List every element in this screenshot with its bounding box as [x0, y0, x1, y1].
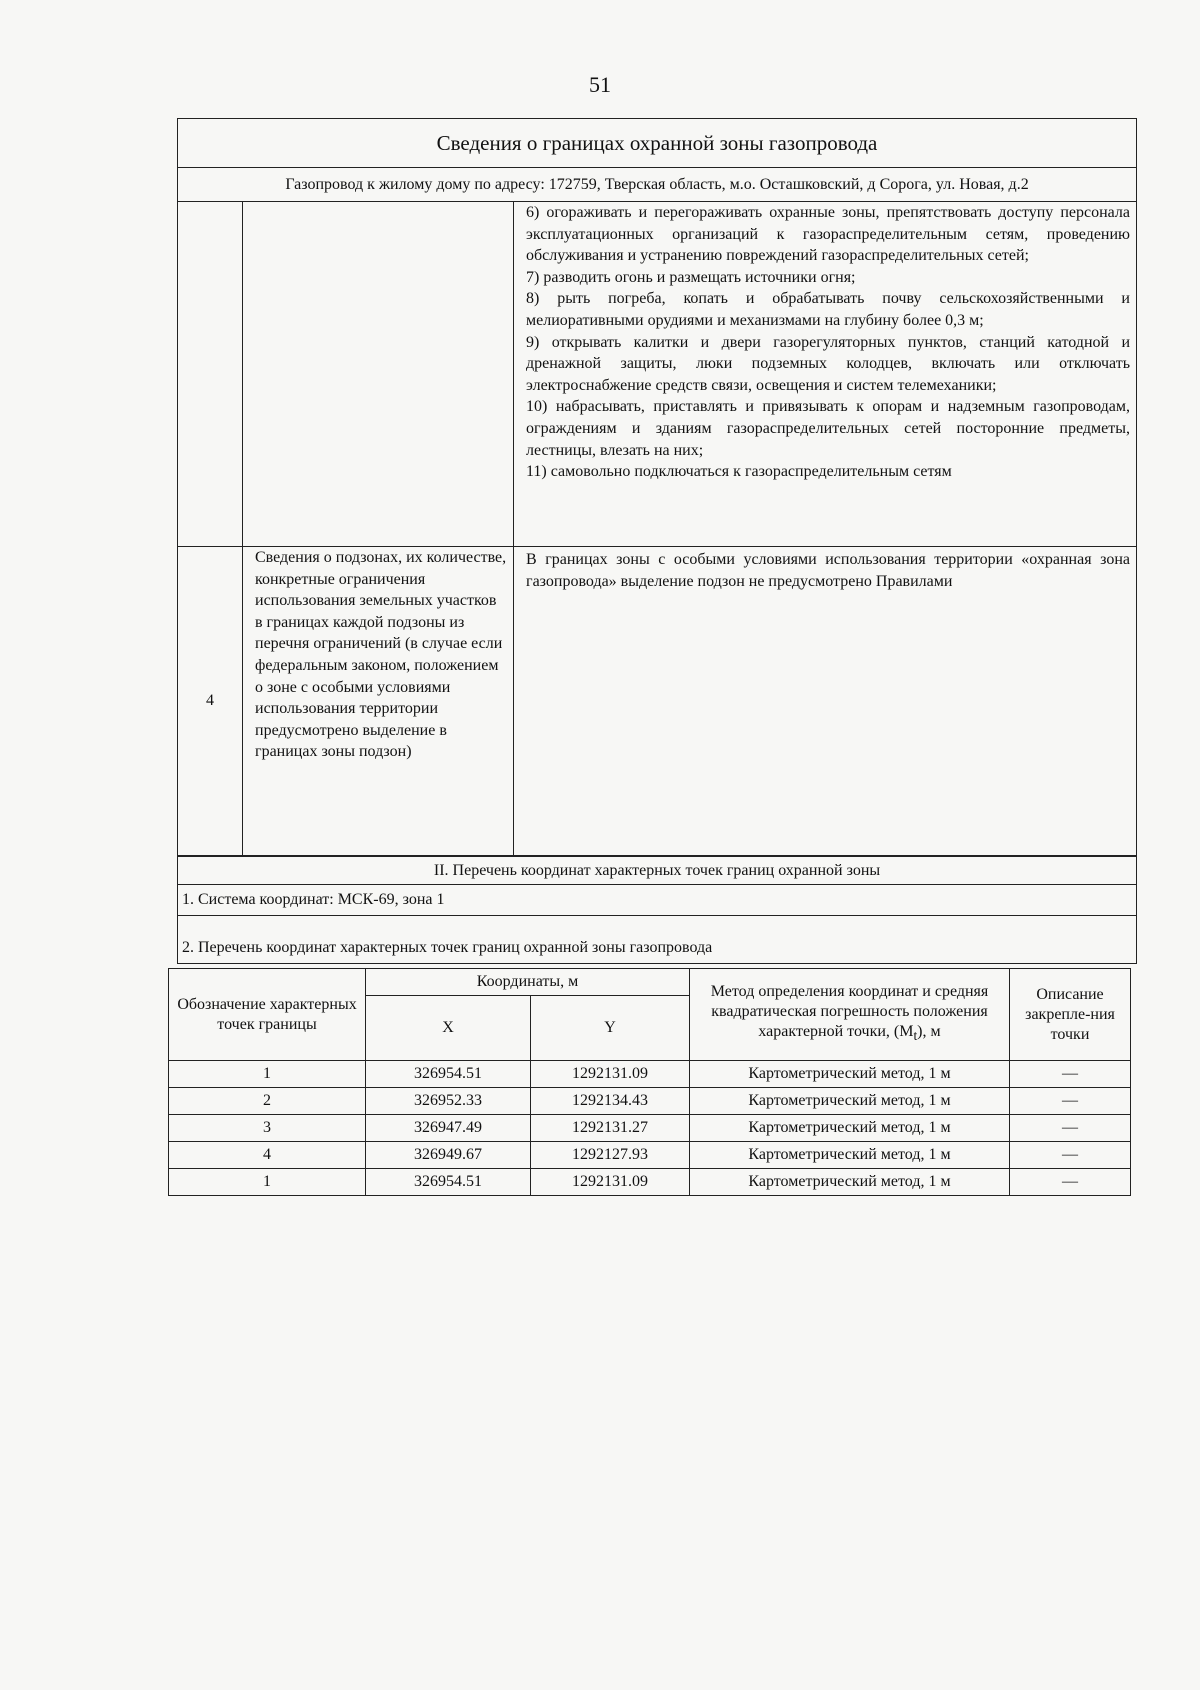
header-method-suffix: ), м [917, 1023, 941, 1041]
header-description: Описание закрепле-ния точки [1010, 969, 1131, 1061]
document-title: Сведения о границах охранной зоны газопровода [178, 119, 1136, 168]
header-y: Y [531, 996, 690, 1061]
table-row [169, 1088, 1131, 1115]
coord-y: 1292127.93 [531, 1142, 690, 1169]
method: Картометрический метод, 1 м [690, 1088, 1010, 1115]
coord-y: 1292131.09 [531, 1169, 690, 1196]
method: Картометрический метод, 1 м [690, 1169, 1010, 1196]
point-id: 4 [169, 1142, 366, 1169]
restrictions-number-cell [178, 202, 243, 547]
section-2-title: II. Перечень координат характерных точек границ охранной зоны [178, 856, 1136, 884]
method: Картометрический метод, 1 м [690, 1115, 1010, 1142]
subzones-info: В границах зоны с особыми условиями использования территории «охранная зона газопровода» выделение подзон не предусмотрено Правилами [514, 547, 1137, 856]
point-id: 2 [169, 1088, 366, 1115]
point-description: — [1010, 1115, 1131, 1142]
point-description: — [1010, 1088, 1131, 1115]
restriction-item: 11) самовольно подключаться к газораспределительным сетям [526, 463, 952, 481]
point-description: — [1010, 1142, 1131, 1169]
method: Картометрический метод, 1 м [690, 1061, 1010, 1088]
object-address: Газопровод к жилому дому по адресу: 172759, Тверская область, м.о. Осташковский, д Сорога, ул. Новая, д.2 [178, 168, 1136, 202]
point-id: 1 [169, 1169, 366, 1196]
point-id: 3 [169, 1115, 366, 1142]
header-method-text: Метод определения координат и средняя квадратическая погрешность положения характерной точки, (M [710, 983, 989, 1041]
restrictions-row [178, 202, 1136, 547]
point-description: — [1010, 1169, 1131, 1196]
table-row [169, 1061, 1131, 1088]
coordinate-list-title: 2. Перечень координат характерных точек границ охранной зоны газопровода [178, 915, 1136, 963]
restriction-item: 8) рыть погреба, копать и обрабатывать почву сельскохозяйственными и мелиоративными орудиями и механизмами на глубину более 0,3 м; [526, 290, 1130, 329]
header-method [690, 969, 1010, 1061]
coordinate-system: 1. Система координат: МСК-69, зона 1 [178, 884, 1136, 915]
header-point: Обозначение характерных точек границы [169, 969, 366, 1061]
row-number: 4 [178, 547, 243, 856]
coord-x: 326952.33 [366, 1088, 531, 1115]
point-description: — [1010, 1061, 1131, 1088]
restrictions-list [514, 202, 1137, 547]
restriction-item: 6) огораживать и перегораживать охранные зоны, препятствовать доступу персонала эксплуатационных организаций к газораспределительным сетям, проведению обслуживания и устранению повреждений газораспределительных сетей; [526, 204, 1130, 265]
table-row [169, 1169, 1131, 1196]
zone-info-table [177, 118, 1137, 964]
header-method-subscript: t [913, 1028, 918, 1044]
restrictions-name-cell [243, 202, 514, 547]
header-x: X [366, 996, 531, 1061]
coord-x: 326949.67 [366, 1142, 531, 1169]
restriction-item: 7) разводить огонь и размещать источники огня; [526, 268, 856, 286]
header-coordinates: Координаты, м [366, 969, 690, 996]
point-id: 1 [169, 1061, 366, 1088]
coord-y: 1292134.43 [531, 1088, 690, 1115]
method: Картометрический метод, 1 м [690, 1142, 1010, 1169]
coord-x: 326954.51 [366, 1061, 531, 1088]
coord-x: 326954.51 [366, 1169, 531, 1196]
restriction-item: 9) открывать калитки и двери газорегуляторных пунктов, станций катодной и дренажной защиты, люки подземных колодцев, включать или отключать электроснабжение средств связи, освещения и систем телемеханики; [526, 333, 1130, 394]
coord-y: 1292131.27 [531, 1115, 690, 1142]
coordinates-table [168, 968, 1131, 1196]
subzones-row [178, 547, 1136, 856]
restriction-item: 10) набрасывать, приставлять и привязывать к опорам и надземным газопроводам, ограждениям и зданиям газораспределительных сетей посторонние предметы, лестницы, влезать на них; [526, 398, 1130, 459]
table-row [169, 1142, 1131, 1169]
subzones-label: Сведения о подзонах, их количестве, конкретные ограничения использования земельных участков в границах каждой подзоны из перечня ограничений (в случае если федеральным законом, положением о зоне с особыми условиями использования территории предусмотрено выделение в границах зоны подзон) [243, 547, 514, 856]
coord-x: 326947.49 [366, 1115, 531, 1142]
coord-y: 1292131.09 [531, 1061, 690, 1088]
zone-details [178, 202, 1136, 856]
page-number: 51 [589, 72, 611, 97]
table-row [169, 1115, 1131, 1142]
